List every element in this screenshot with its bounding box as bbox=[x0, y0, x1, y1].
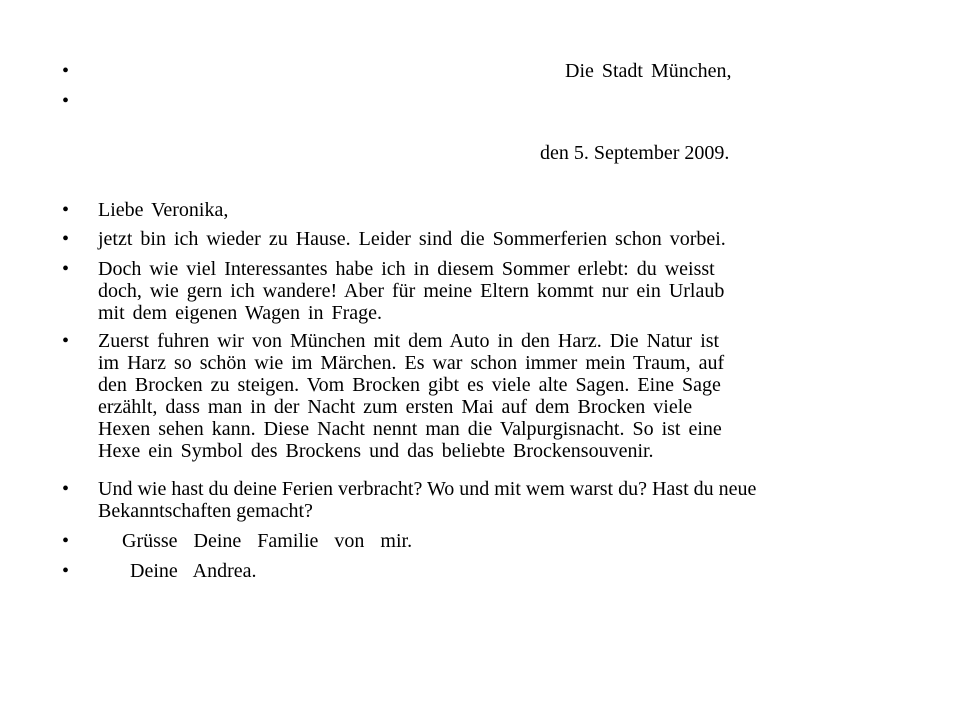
bullet-icon: • bbox=[62, 478, 70, 500]
paragraph-text bbox=[98, 228, 912, 250]
text-line: Liebe Veronika, bbox=[98, 199, 229, 221]
text-line: Deine Andrea. bbox=[98, 560, 257, 582]
text-line: mit dem eigenen Wagen in Frage. bbox=[98, 302, 383, 324]
letter-city: Die Stadt München, bbox=[565, 60, 732, 82]
paragraph-text bbox=[98, 330, 912, 462]
text-line: Hexen sehen kann. Diese Nacht nennt man die Valpurgisnacht. So ist eine bbox=[98, 418, 722, 440]
text-line: Und wie hast du deine Ferien verbracht? Wo und mit wem warst du? Hast du neue bbox=[98, 478, 757, 500]
bullet-icon: • bbox=[62, 199, 70, 221]
bullet-icon: • bbox=[62, 90, 70, 112]
bullet-icon: • bbox=[62, 530, 70, 552]
paragraph-text bbox=[98, 530, 912, 552]
text-line: doch, wie gern ich wandere! Aber für meine Eltern kommt nur ein Urlaub bbox=[98, 280, 725, 302]
bullet-icon: • bbox=[62, 258, 70, 280]
bullet-icon: • bbox=[62, 60, 70, 82]
text-line: erzählt, dass man in der Nacht zum ersten Mai auf dem Brocken viele bbox=[98, 396, 693, 418]
text-line: jetzt bin ich wieder zu Hause. Leider sind die Sommerferien schon vorbei. bbox=[98, 228, 726, 250]
text-line: Doch wie viel Interessantes habe ich in diesem Sommer erlebt: du weisst bbox=[98, 258, 715, 280]
letter-date: den 5. September 2009. bbox=[540, 142, 730, 164]
text-line: Zuerst fuhren wir von München mit dem Auto in den Harz. Die Natur ist bbox=[98, 330, 720, 352]
text-line: Bekanntschaften gemacht? bbox=[98, 500, 313, 522]
paragraph-text bbox=[98, 258, 912, 324]
paragraph-text bbox=[98, 560, 912, 582]
bullet-icon: • bbox=[62, 330, 70, 352]
paragraph-text bbox=[98, 478, 912, 522]
text-line: im Harz so schön wie im Märchen. Es war schon immer mein Traum, auf bbox=[98, 352, 725, 374]
paragraph-text bbox=[98, 199, 912, 221]
text-line: den Brocken zu steigen. Vom Brocken gibt es viele alte Sagen. Eine Sage bbox=[98, 374, 721, 396]
text-line: Grüsse Deine Familie von mir. bbox=[98, 530, 413, 552]
bullet-icon: • bbox=[62, 228, 70, 250]
text-line: Hexe ein Symbol des Brockens und das beliebte Brockensouvenir. bbox=[98, 440, 654, 462]
bullet-icon: • bbox=[62, 560, 70, 582]
